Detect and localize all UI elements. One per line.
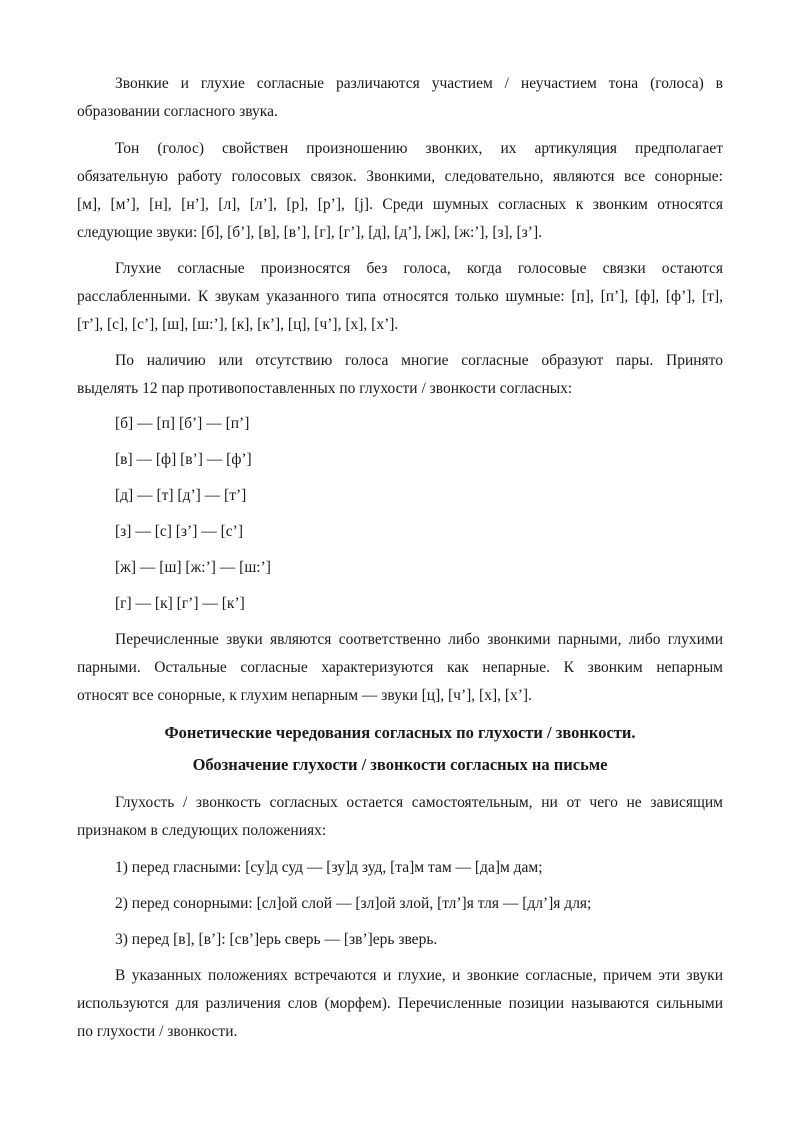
text-line: выделять 12 пар противопоставленных по глухости / звонкости согласных: [77, 380, 573, 397]
text-line: обязательную работу голосовых связок. Звонкими, следовательно, являются все сонорные: [77, 168, 723, 185]
text-line: По наличию или отсутствию голоса многие согласные образуют пары. Принято [115, 352, 723, 369]
text-line: следующие звуки: [б], [б’], [в], [в’], [г], [г’], [д], [д’], [ж], [ж:’], [з], [з’]. [77, 224, 542, 241]
consonant-pair-line: [в] — [ф] [в’] — [ф’] [115, 451, 252, 468]
position-list-item: 2) перед сонорными: [сл]ой слой — [зл]ой злой, [тл’]я тля — [дл’]я для; [115, 895, 592, 912]
paragraph-voiced-consonants [77, 135, 723, 247]
consonant-pair-line: [б] — [п] [б’] — [п’] [115, 415, 250, 432]
consonant-pair-line: [г] — [к] [г’] — [к’] [115, 595, 245, 612]
text-line: В указанных положениях встречаются и глухие, и звонкие согласные, причем эти звуки [115, 967, 723, 984]
text-line: [т’], [с], [с’], [ш], [ш:’], [к], [к’], [ц], [ч’], [х], [х’]. [77, 316, 399, 333]
paragraph-paired-unpaired [77, 626, 723, 710]
consonant-pair-line: [ж] — [ш] [ж:’] — [ш:’] [115, 559, 271, 576]
position-list-item: 1) перед гласными: [су]д суд — [зу]д зуд, [та]м там — [да]м дам; [115, 859, 543, 876]
section-heading-line-1: Фонетические чередования согласных по глухости / звонкости. [164, 723, 636, 742]
position-list-item: 3) перед [в], [в’]: [св’]ерь сверь — [зв’]ерь зверь. [115, 931, 438, 948]
paragraph-voiced-voiceless-definition [77, 70, 723, 126]
text-line: Глухость / звонкость согласных остается самостоятельным, ни от чего не зависящим [115, 794, 723, 811]
text-line: по глухости / звонкости. [77, 1023, 238, 1040]
paragraph-pairs-intro [77, 347, 723, 403]
text-line: признаком в следующих положениях: [77, 822, 327, 839]
text-line: Перечисленные звуки являются соответственно либо звонкими парными, либо глухими [115, 631, 723, 648]
text-line: [м], [м’], [н], [н’], [л], [л’], [р], [р’], [j]. Среди шумных согласных к звонким относятся [77, 196, 723, 213]
paragraph-strong-positions-conclusion [77, 962, 723, 1046]
consonant-pair-line: [д] — [т] [д’] — [т’] [115, 487, 247, 504]
text-line: Звонкие и глухие согласные различаются участием / неучастием тона (голоса) в [115, 75, 723, 92]
text-line: образовании согласного звука. [77, 103, 278, 120]
text-line: расслабленными. К звукам указанного типа относятся только шумные: [п], [п’], [ф], [ф’], [т], [77, 288, 723, 305]
paragraph-strong-positions-intro [77, 789, 723, 845]
text-line: парными. Остальные согласные характеризуются как непарные. К звонким непарным [77, 659, 723, 676]
paragraph-voiceless-consonants [77, 255, 723, 339]
section-heading-line-2: Обозначение глухости / звонкости согласных на письме [192, 755, 608, 774]
text-line: Тон (голос) свойствен произношению звонких, их артикуляция предполагает [115, 140, 723, 157]
text-line: относят все сонорные, к глухим непарным — звуки [ц], [ч’], [х], [х’]. [77, 687, 532, 704]
text-line: используются для различения слов (морфем). Перечисленные позиции называются сильными [77, 995, 723, 1012]
consonant-pair-line: [з] — [с] [з’] — [с’] [115, 523, 243, 540]
text-line: Глухие согласные произносятся без голоса, когда голосовые связки остаются [115, 260, 723, 277]
